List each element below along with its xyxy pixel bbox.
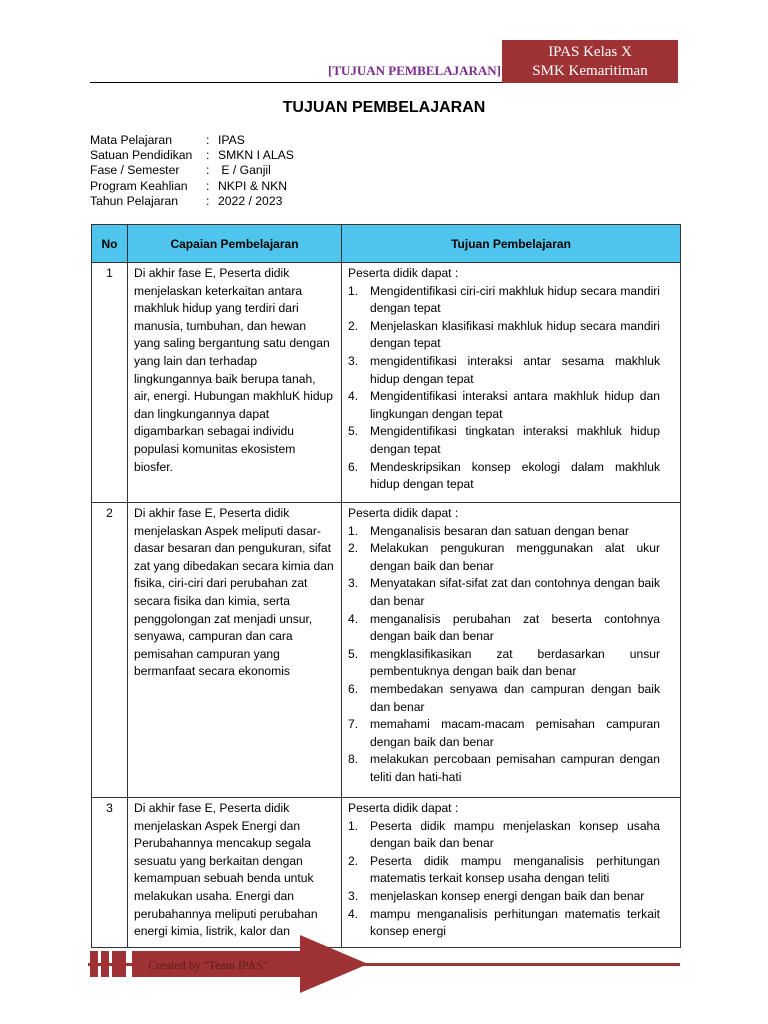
meta-row <box>90 148 294 163</box>
tujuan-cell <box>342 798 681 948</box>
list-item: 1. Peserta didik mampu menjelaskan konsep usaha dengan baik dan benar <box>348 818 660 851</box>
meta-colon: : <box>206 148 210 163</box>
meta-colon: : <box>206 163 210 178</box>
list-item: 6. membedakan senyawa dan campuran dengan baik dan benar <box>348 681 660 714</box>
learning-objectives-table <box>91 224 681 948</box>
meta-colon: : <box>206 133 210 147</box>
table-row <box>92 503 681 798</box>
meta-colon: : <box>206 193 210 208</box>
course-title: IPAS Kelas X <box>548 44 632 60</box>
col-header-no: No <box>92 225 128 263</box>
meta-value: E / Ganjil <box>218 163 271 178</box>
meta-row <box>90 163 294 178</box>
meta-row <box>90 133 294 148</box>
list-item: 5. Mengidentifikasi tingkatan interaksi makhluk hidup dengan tepat <box>348 424 660 456</box>
row-number: 3 <box>92 798 128 948</box>
section-label: [TUJUAN PEMBELAJARAN] <box>328 63 501 78</box>
capaian-cell: Di akhir fase E, Peserta didik menjelaskan keterkaitan antara makhluk hidup yang terdiri dari manusia, tumbuhan, dan hewan yang saling bergantung satu dengan yang lain dan terhadap lingkungannya baik berupa tanah, air, energi. Hubungan makhluK hidup dan lingkungannya dapat digambarkan sebagai individu populasi komunitas ekosistem biosfer. <box>128 263 342 503</box>
list-item: 1. Menganalisis besaran dan satuan dengan benar <box>348 523 629 538</box>
capaian-cell: Di akhir fase E, Peserta didik menjelaskan Aspek Energi dan Perubahannya mencakup segala sesuatu yang berkaitan dengan kemampuan sebuah benda untuk melakukan usaha. Energi dan perubahannya meliputi perubahan energi kimia, listrik, kalor dan <box>128 798 342 948</box>
list-item: 7. memahami macam-macam pemisahan campuran dengan baik dan benar <box>348 717 660 749</box>
list-item: 2. Peserta didik mampu menganalisis perhitungan matematis terkait konsep usaha dengan teliti <box>348 853 660 886</box>
tujuan-intro: Peserta didik dapat : <box>348 801 459 815</box>
meta-label: Program Keahlian <box>90 178 188 193</box>
school-name: SMK Kemaritiman <box>532 63 648 79</box>
list-item: 8. melakukan percobaan pemisahan campuran dengan teliti dan hati-hati <box>348 752 660 784</box>
meta-value: 2022 / 2023 <box>218 193 283 208</box>
meta-label: Tahun Pelajaran <box>90 193 179 208</box>
col-header-capaian: Capaian Pembelajaran <box>128 225 342 263</box>
meta-row <box>90 179 294 194</box>
row-number: 2 <box>92 503 128 798</box>
tujuan-cell <box>342 263 681 503</box>
table-row <box>92 263 681 503</box>
list-item: 2. Menjelaskan klasifikasi makhluk hidup secara mandiri dengan tepat <box>348 318 660 351</box>
tujuan-cell <box>342 503 681 798</box>
list-item: 4. menganalisis perubahan zat beserta contohnya dengan baik dan benar <box>348 611 660 644</box>
list-item: 5. mengklasifikasikan zat berdasarkan unsur pembentuknya dengan baik dan benar <box>348 646 660 679</box>
tujuan-list <box>348 523 660 787</box>
course-badge <box>502 40 678 83</box>
footer-credit: Created by "Team IPAS" <box>148 958 268 972</box>
meta-value: IPAS <box>218 133 245 147</box>
table-row <box>92 798 681 948</box>
footer <box>88 935 680 995</box>
capaian-cell: Di akhir fase E, Peserta didik menjelaskan Aspek meliputi dasar-dasar besaran dan pengukuran, sifat zat yang dibedakan secara kimia dan fisika, ciri-ciri dari perubahan zat secara fisika dan kimia, serta penggolongan zat menjadi unsur, senyawa, campuran dan cara pemisahan campuran yang bermanfaat secara ekonomis <box>128 503 342 798</box>
meta-label: Mata Pelajaran <box>90 133 172 147</box>
list-item: 4. mampu menganalisis perhitungan matematis terkait konsep energi <box>348 906 660 939</box>
list-item: 3. Menyatakan sifat-sifat zat dan contohnya dengan baik dan benar <box>348 576 660 608</box>
list-item: 4. Mengidentifikasi interaksi antara makhluk hidup dan lingkungan dengan tepat <box>348 389 660 421</box>
page-title: TUJUAN PEMBELAJARAN <box>282 99 486 116</box>
list-item: 3. mengidentifikasi interaksi antar sesama makhluk hidup dengan tepat <box>348 353 660 386</box>
meta-colon: : <box>206 178 210 193</box>
meta-row <box>90 194 294 209</box>
list-item: 6. Mendeskripsikan konsep ekologi dalam makhluk hidup dengan tepat <box>348 459 660 492</box>
tujuan-list <box>348 818 660 941</box>
list-item: 3. menjelaskan konsep energi dengan baik dan benar <box>348 888 645 903</box>
tujuan-intro: Peserta didik dapat : <box>348 506 459 520</box>
meta-value: NKPI & NKN <box>218 178 288 193</box>
table-header-row <box>92 225 681 263</box>
col-header-tujuan: Tujuan Pembelajaran <box>342 225 681 263</box>
meta-block <box>90 133 294 209</box>
header-rule <box>90 82 502 83</box>
meta-label: Fase / Semester <box>90 163 180 178</box>
row-number: 1 <box>92 263 128 503</box>
meta-label: Satuan Pendidikan <box>90 148 193 163</box>
tujuan-intro: Peserta didik dapat : <box>348 266 459 280</box>
tujuan-list <box>348 283 660 494</box>
meta-value: SMKN I ALAS <box>218 148 294 163</box>
footer-arrow-graphic <box>88 935 680 995</box>
list-item: 1. Mengidentifikasi ciri-ciri makhluk hidup secara mandiri dengan tepat <box>348 283 660 316</box>
list-item: 2. Melakukan pengukuran menggunakan alat ukur dengan baik dan benar <box>348 541 660 573</box>
